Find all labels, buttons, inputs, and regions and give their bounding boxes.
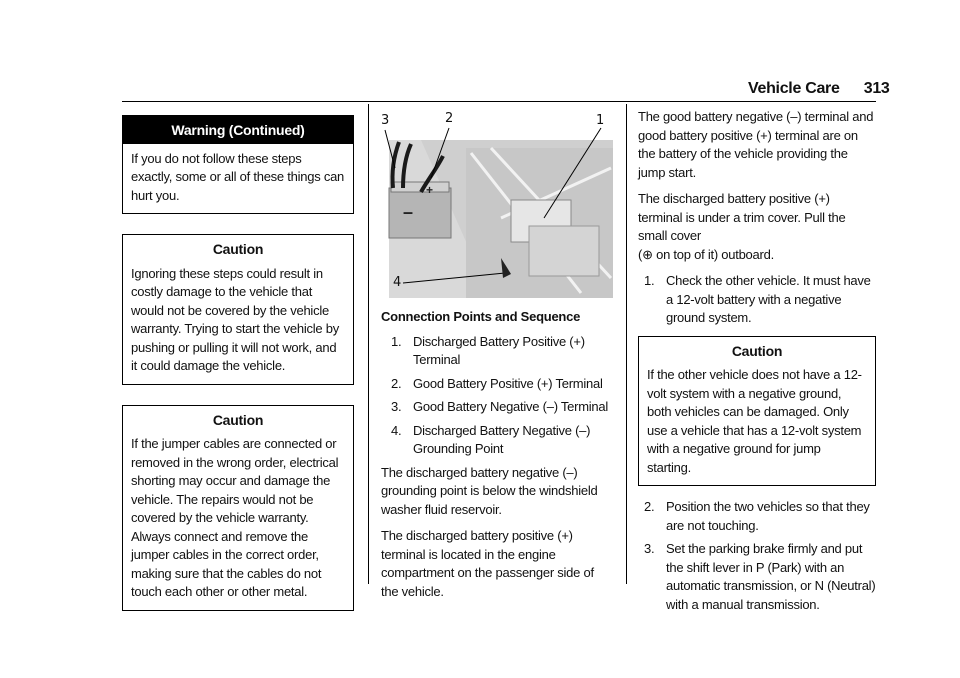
list-item: 3. Good Battery Negative (–) Terminal bbox=[391, 399, 609, 414]
positive-symbol-icon: (⊕ bbox=[638, 246, 653, 262]
warning-title: Warning (Continued) bbox=[123, 116, 353, 144]
paragraph-negative-grounding: The discharged battery negative (–) grounding point is below the windshield washer fluid reservoir. bbox=[381, 464, 598, 517]
caution-box-costly-damage bbox=[122, 234, 354, 385]
paragraph-trim-cover: The discharged battery positive (+) terminal is under a trim cover. Pull the small cover (⊕ on top of it) outboard. bbox=[638, 191, 846, 262]
paragraph-good-battery-terminals: The good battery negative (–) terminal and good battery positive (+) terminal are on the battery of the vehicle providing the jump start. bbox=[638, 109, 874, 180]
jump-start-steps bbox=[644, 272, 876, 328]
list-item: 1. Check the other vehicle. It must have a 12-volt battery with a negative ground system. bbox=[644, 273, 871, 325]
callout-3: 3 bbox=[381, 113, 390, 128]
column-divider-right bbox=[626, 104, 627, 584]
list-item: 2. Good Battery Positive (+) Terminal bbox=[391, 375, 603, 391]
battery-connection-figure bbox=[381, 108, 613, 298]
list-item: 1. Discharged Battery Positive (+) Terminal bbox=[391, 333, 585, 367]
figure-caption: Connection Points and Sequence bbox=[381, 309, 581, 324]
caution-box-12-volt bbox=[638, 336, 876, 487]
right-column bbox=[638, 108, 876, 619]
svg-text:+: + bbox=[426, 183, 433, 197]
caution-text: If the other vehicle does not have a 12-volt system with a negative ground, both vehicles can be damaged. Only use a vehicle that has a 12-volt system with a negative ground for jump starting. bbox=[647, 367, 862, 475]
caution-title: Caution bbox=[212, 411, 264, 428]
page-number: 313 bbox=[863, 80, 890, 97]
callout-1: 1 bbox=[596, 113, 605, 128]
callout-2: 2 bbox=[445, 111, 454, 126]
warning-text: If you do not follow these steps exactly, some or all of these things can hurt you. bbox=[131, 150, 345, 203]
list-item: 2. Position the two vehicles so that they are not touching. bbox=[644, 499, 870, 533]
connection-sequence-list bbox=[391, 333, 614, 459]
list-item: 3. Set the parking brake firmly and put the shift lever in P (Park) with an automatic transmission, or N (Neutral) with a manual transmission. bbox=[644, 541, 876, 612]
header-rule bbox=[122, 101, 876, 102]
page-header bbox=[748, 80, 890, 98]
warning-box bbox=[122, 115, 354, 214]
svg-text:–: – bbox=[403, 202, 413, 222]
caution-text: If the jumper cables are connected or removed in the wrong order, electrical shorting may occur and damage the vehicle. The repairs would not be covered by the vehicle warranty. Always connect and remove the jumper cables in the correct order, making sure that the cables do not touch each other or other metal. bbox=[131, 436, 339, 599]
column-divider-left bbox=[368, 104, 369, 584]
caution-title: Caution bbox=[731, 342, 783, 359]
middle-column bbox=[381, 108, 614, 609]
caution-text: Ignoring these steps could result in costly damage to the vehicle that would not be covered by the vehicle warranty. Trying to start the vehicle by pushing or pulling it will not work, and it could damage the vehicle. bbox=[131, 265, 339, 373]
caution-box-cable-order bbox=[122, 405, 354, 611]
paragraph-positive-terminal-location: The discharged battery positive (+) terminal is located in the engine compartment on the passenger side of the vehicle. bbox=[381, 528, 594, 599]
callout-4: 4 bbox=[393, 275, 402, 290]
left-column bbox=[122, 115, 354, 631]
list-item: 4. Discharged Battery Negative (–) Grounding Point bbox=[391, 422, 591, 456]
caution-title: Caution bbox=[212, 241, 264, 257]
section-title: Vehicle Care bbox=[748, 80, 840, 97]
engine-compartment-illustration bbox=[381, 108, 613, 298]
jump-start-steps-continued bbox=[644, 498, 876, 614]
